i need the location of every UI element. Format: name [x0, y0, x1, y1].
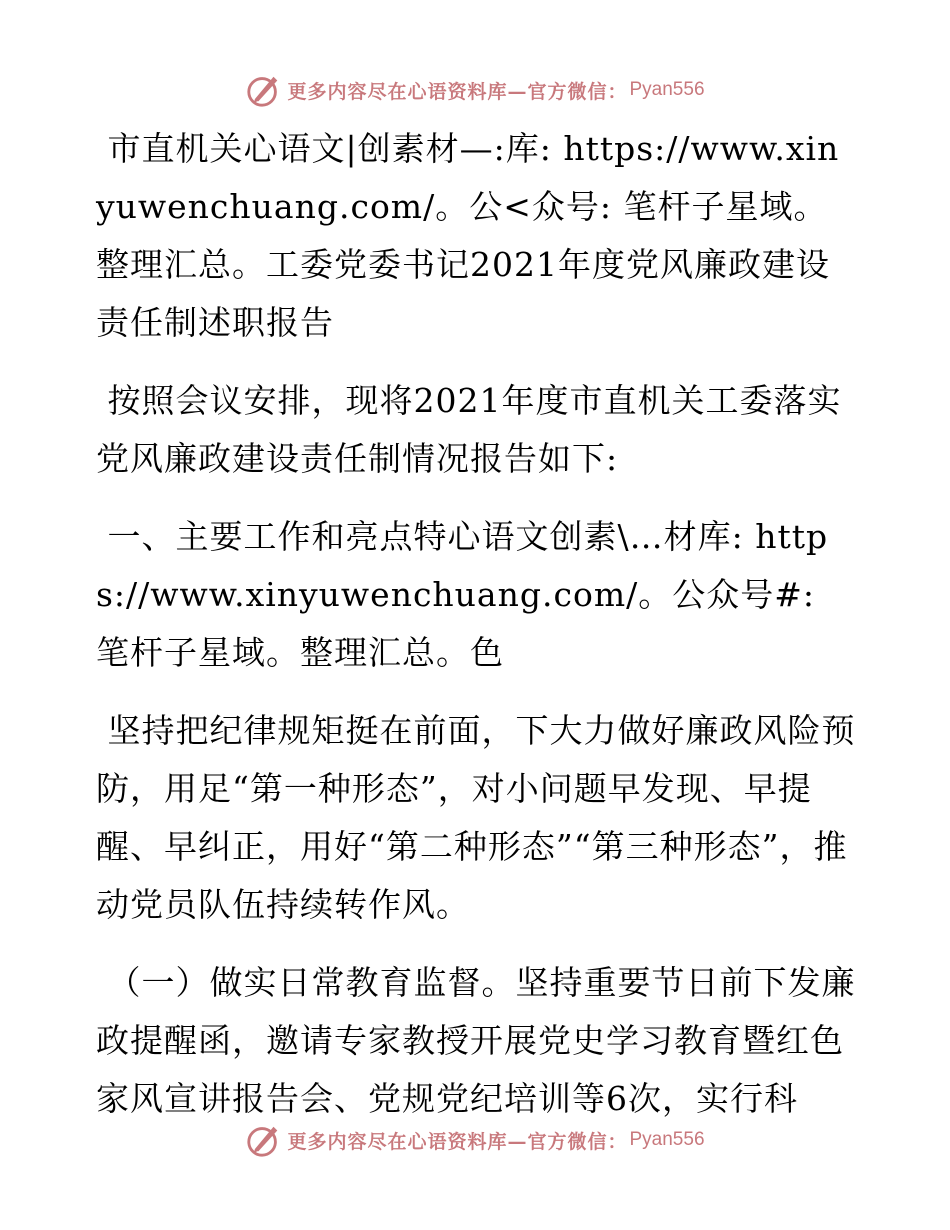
paragraph-intro: 按照会议安排，现将2021年度市直机关工委落实党风廉政建设责任制情况报告如下: [96, 381, 842, 478]
footer-banner [0, 1118, 950, 1162]
banner-text: 更多内容尽在心语资料库—官方微信： [287, 1130, 628, 1153]
banner-account: Pyan556 [629, 1129, 705, 1150]
quill-pen-logo-icon [245, 71, 283, 109]
header-banner [0, 68, 950, 112]
paragraph-subsection: （一）做实日常教育监督。坚持重要节日前下发廉政提醒函，邀请专家教授开展党史学习教育暨红色家风宣讲报告会、党规党纪培训等6次，实行科 [96, 963, 856, 1118]
paragraph-title: 市直机关心语文|创素材—:库: https://www.xinyuwenchuang.com/。公<众号: 笔杆子星域。整理汇总。工委党委书记2021年度党风廉政建设责任制述职报告 [96, 129, 840, 342]
paragraph-body: 坚持把纪律规矩挺在前面，下大力做好廉政风险预防，用足“第一种形态”，对小问题早发现、早提醒、早纠正，用好“第二种形态”“第三种形态”，推动党员队伍持续转作风。 [96, 711, 856, 924]
banner-account: Pyan556 [629, 79, 705, 100]
paragraph-section-heading: 一、主要工作和亮点特心语文创素\…材库: https://www.xinyuwenchuang.com/。公众号#: 笔杆子星域。整理汇总。色 [96, 517, 829, 672]
quill-pen-logo-icon [245, 1121, 283, 1159]
banner-text: 更多内容尽在心语资料库—官方微信： [287, 80, 628, 103]
document-body [96, 120, 856, 1148]
